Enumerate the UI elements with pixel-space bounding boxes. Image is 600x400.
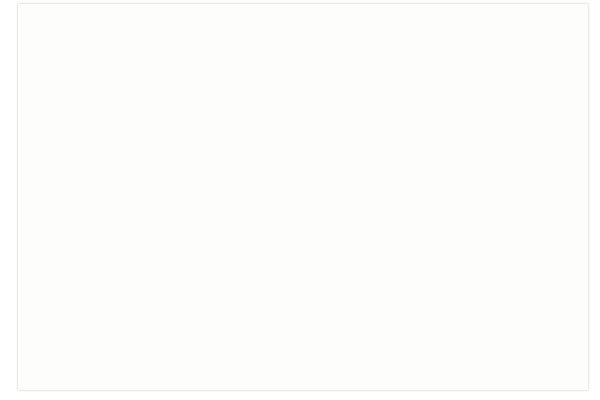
perforation-top [0, 0, 600, 12]
folder-card [18, 4, 588, 390]
perforation-left [0, 0, 40, 400]
issue-data-panel [402, 27, 588, 44]
